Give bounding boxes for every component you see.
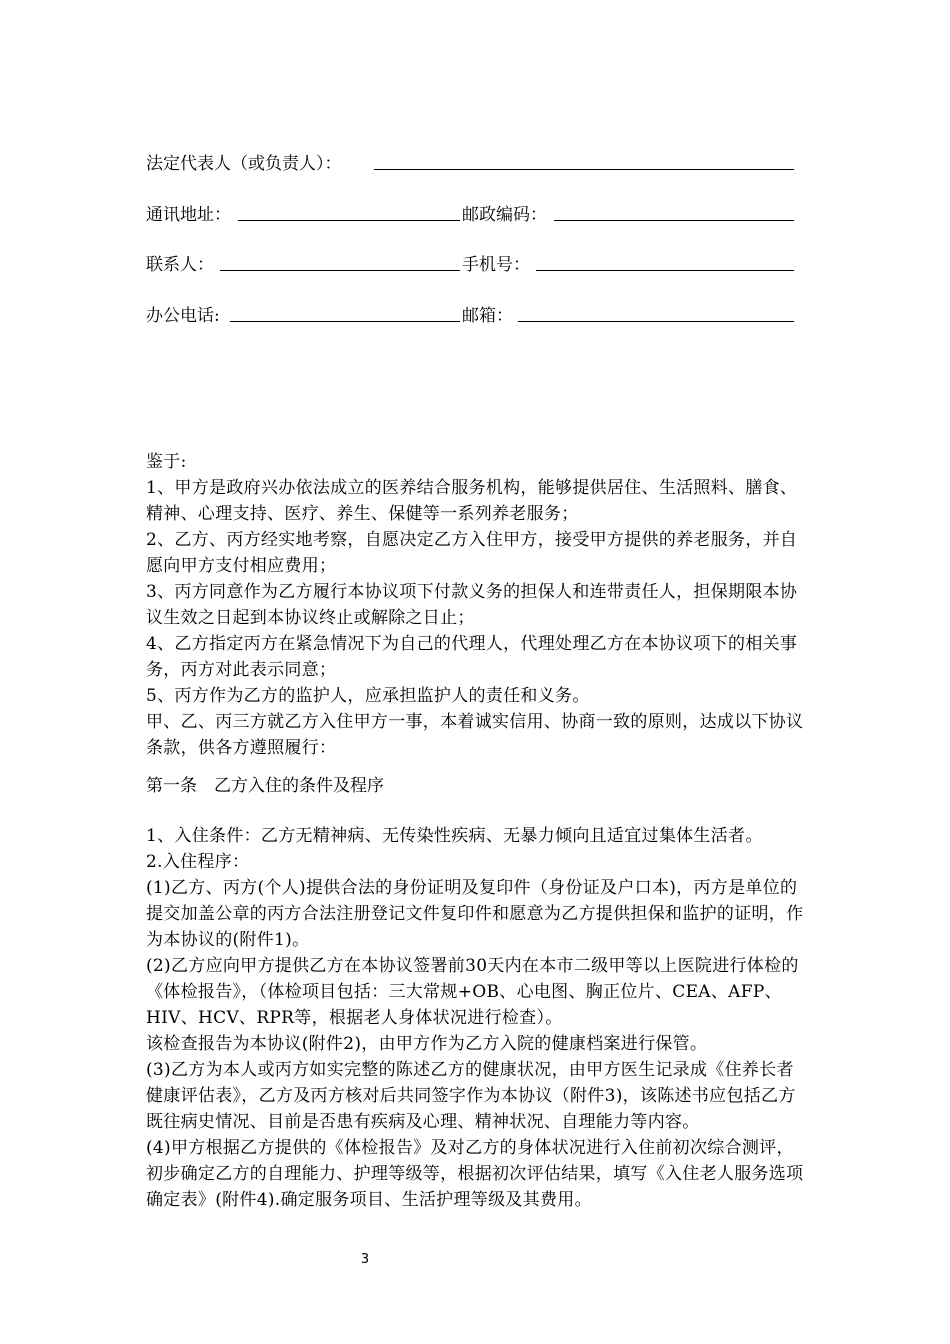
article-paragraph: 1、入住条件：乙方无精神病、无传染性疾病、无暴力倾向且适宜过集体生活者。 (146, 826, 763, 846)
address-label: 通讯地址： (146, 205, 231, 225)
preamble-item: 3、丙方同意作为乙方履行本协议项下付款义务的担保人和连带责任人，担保期限本协议生效之日起到本协议终止或解除之日止； (146, 582, 798, 628)
article-paragraph: (4)甲方根据乙方提供的《体检报告》及对乙方的身体状况进行入住前初次综合测评，初步确定乙方的自理能力、护理等级等，根据初次评估结果，填写《入住老人服务选项确定表》(附件4).确定服务项目、生活护理等级及其费用。 (146, 1138, 804, 1210)
preamble-item: 5、丙方作为乙方的监护人，应承担监护人的责任和义务。 (146, 686, 590, 706)
legal-rep-label: 法定代表人（或负责人）： (146, 154, 342, 174)
article-paragraph: 2.入住程序： (146, 852, 250, 872)
article-paragraph: 该检查报告为本协议(附件2)，由甲方作为乙方入院的健康档案进行保管。 (146, 1034, 708, 1054)
preamble-item: 1、甲方是政府兴办依法成立的医养结合服务机构，能够提供居住、生活照料、膳食、精神、心理支持、医疗、养生、保健等一系列养老服务； (146, 478, 798, 524)
article-paragraph: (3)乙方为本人或丙方如实完整的陈述乙方的健康状况，由甲方医生记录成《住养长者健康评估表》，乙方及丙方核对后共同签字作为本协议（附件3)，该陈述书应包括乙方既往病史情况、目前是否患有疾病及心理、精神状况、自理能力等内容。 (146, 1060, 796, 1132)
email-label: 邮箱： (462, 306, 513, 326)
contact-person-blank[interactable] (220, 270, 460, 271)
email-blank[interactable] (518, 321, 794, 322)
article-paragraph: (2)乙方应向甲方提供乙方在本协议签署前30天内在本市二级甲等以上医院进行体检的《体检报告》，（体检项目包括：三大常规+OB、心电图、胸正位片、CEA、AFP、HIV、HCV、RPR等，根据老人身体状况进行检查）。 (146, 956, 799, 1028)
preamble-agreement: 甲、乙、丙三方就乙方入住甲方一事，本着诚实信用、协商一致的原则，达成以下协议条款，供各方遵照履行： (146, 712, 804, 758)
office-phone-label: 办公电话: (146, 306, 220, 326)
legal-rep-blank[interactable] (374, 169, 794, 170)
article-one-body (146, 823, 810, 1213)
office-phone-blank[interactable] (230, 321, 460, 322)
page-number: 3 (360, 1252, 370, 1267)
contact-person-label: 联系人： (146, 255, 214, 275)
postcode-label: 邮政编码： (462, 205, 547, 225)
address-blank[interactable] (238, 220, 460, 221)
mobile-label: 手机号： (462, 255, 530, 275)
preamble-item: 4、乙方指定丙方在紧急情况下为自己的代理人，代理处理乙方在本协议项下的相关事务，丙方对此表示同意； (146, 634, 798, 680)
mobile-blank[interactable] (536, 270, 794, 271)
preamble (146, 449, 810, 761)
postcode-blank[interactable] (554, 220, 794, 221)
article-paragraph: (1)乙方、丙方(个人)提供合法的身份证明及复印件（身份证及户口本)，丙方是单位的提交加盖公章的丙方合法注册登记文件复印件和愿意为乙方提供担保和监护的证明，作为本协议的(附件1)。 (146, 878, 804, 950)
preamble-item: 2、乙方、丙方经实地考察，自愿决定乙方入住甲方，接受甲方提供的养老服务，并自愿向甲方支付相应费用； (146, 530, 798, 576)
article-one-title: 第一条 乙方入住的条件及程序 (146, 776, 384, 796)
preamble-intro: 鉴于: (146, 452, 187, 472)
